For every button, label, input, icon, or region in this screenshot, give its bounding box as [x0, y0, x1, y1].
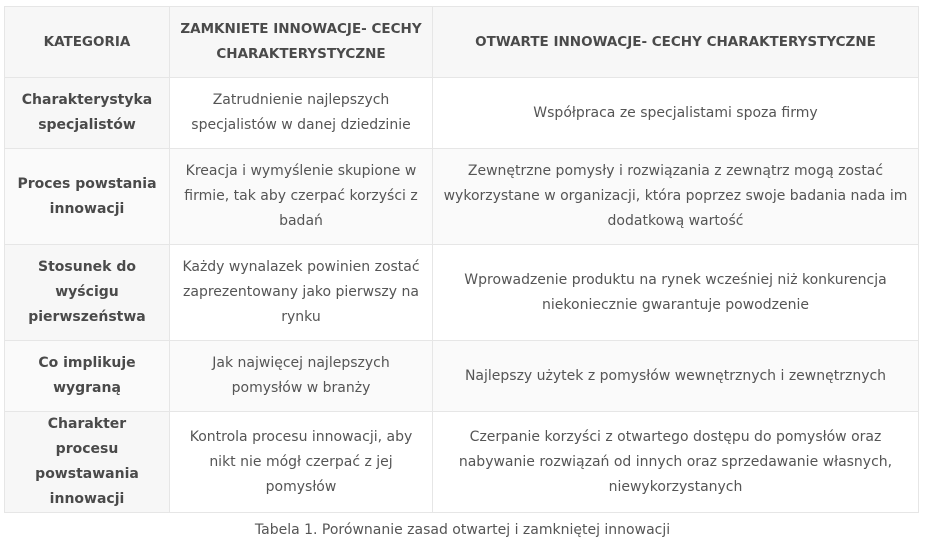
comparison-table-container: [4, 6, 918, 513]
row-open-value: Najlepszy użytek z pomysłów wewnętrznych i zewnętrznych: [433, 341, 919, 412]
table-row: [5, 78, 919, 149]
table-row: [5, 341, 919, 412]
row-open-value: Czerpanie korzyści z otwartego dostępu do pomysłów oraz nabywanie rozwiązań od innych oraz sprzedawanie własnych, niewykorzystanych: [433, 412, 919, 513]
row-closed-value: Kreacja i wymyślenie skupione w firmie, tak aby czerpać korzyści z badań: [170, 149, 433, 245]
comparison-table: [4, 6, 919, 513]
row-category: Charakter procesu powstawania innowacji: [5, 412, 170, 513]
header-open-innovation: OTWARTE INNOWACJE- CECHY CHARAKTERYSTYCZNE: [433, 7, 919, 78]
row-open-value: Wprowadzenie produktu na rynek wcześniej niż konkurencja niekoniecznie gwarantuje powodzenie: [433, 245, 919, 341]
row-closed-value: Jak najwięcej najlepszych pomysłów w branży: [170, 341, 433, 412]
row-closed-value: Zatrudnienie najlepszych specjalistów w danej dziedzinie: [170, 78, 433, 149]
table-row: [5, 245, 919, 341]
table-row: [5, 412, 919, 513]
row-category: Charakterystyka specjalistów: [5, 78, 170, 149]
row-open-value: Współpraca ze specjalistami spoza firmy: [433, 78, 919, 149]
row-open-value: Zewnętrzne pomysły i rozwiązania z zewnątrz mogą zostać wykorzystane w organizacji, która poprzez swoje badania nada im dodatkową wartość: [433, 149, 919, 245]
row-category: Proces powstania innowacji: [5, 149, 170, 245]
row-category: Stosunek do wyścigu pierwszeństwa: [5, 245, 170, 341]
table-header-row: [5, 7, 919, 78]
header-closed-innovation: ZAMKNIETE INNOWACJE- CECHY CHARAKTERYSTYCZNE: [170, 7, 433, 78]
header-category: KATEGORIA: [5, 7, 170, 78]
row-closed-value: Kontrola procesu innowacji, aby nikt nie mógł czerpać z jej pomysłów: [170, 412, 433, 513]
table-caption: Tabela 1. Porównanie zasad otwartej i zamkniętej innowacji: [254, 522, 671, 538]
row-closed-value: Każdy wynalazek powinien zostać zaprezentowany jako pierwszy na rynku: [170, 245, 433, 341]
row-category: Co implikuje wygraną: [5, 341, 170, 412]
table-row: [5, 149, 919, 245]
